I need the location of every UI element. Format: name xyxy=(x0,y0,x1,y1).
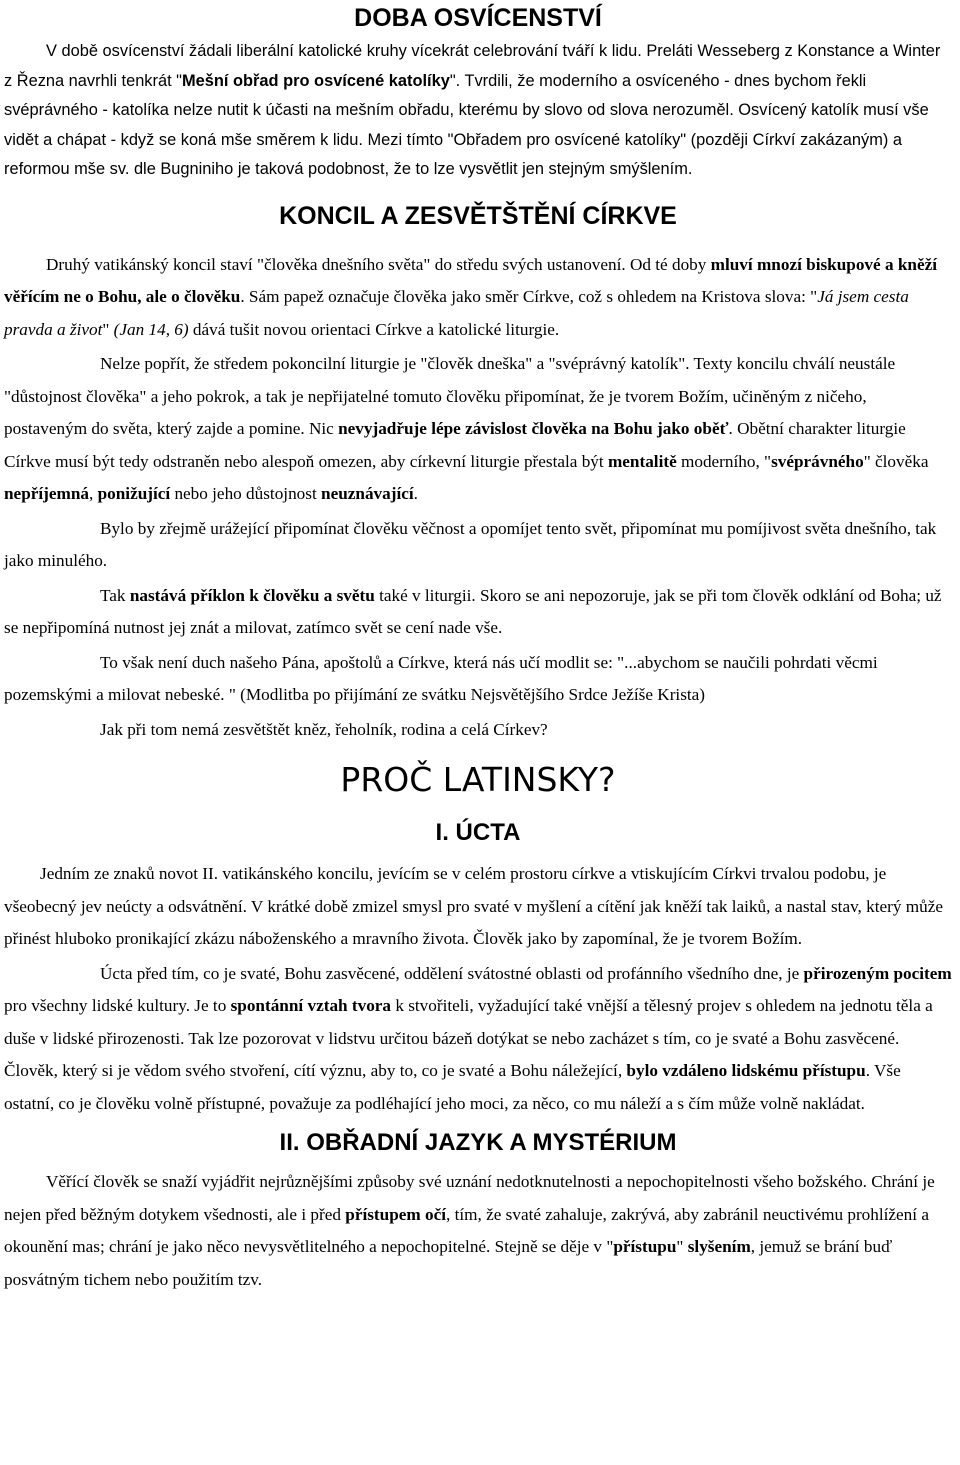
section-title-doba: DOBA OSVÍCENSTVÍ xyxy=(354,4,602,32)
paragraph-jazyk-1: Věřící člověk se snaží vyjádřit nejrůznějšími způsoby své uznání nedotknutelnosti a nepochopitelnosti všeho božského. Chrání je nejen před běžným dotykem všednosti, ale i před přístupem očí, tím, že svaté zahaluje, zakrývá, aby zabránil neuctivému prohlížení a okounění mas; chrání je jako něco nevysvětlitelného a nepochopitelné. Stejně se děje v "přístupu" slyšením, jemuž se brání buď posvátným tichem nebo použitím tzv. xyxy=(4,1172,935,1289)
paragraph-ucta-2: Úcta před tím, co je svaté, Bohu zasvěcené, oddělení svátostné oblasti od profánního všedního dne, je přirozeným pocitem pro všechny lidské kultury. Je to spontánní vztah tvora k stvořiteli, vyžadující také vnější a tělesný projev s ohledem na jednotu těla a duše v lidské přirozenosti. Tak lze pozorovat v lidstvu určitou bázeň dotýkat se nebo zacházet s tím, co je svaté a Bohu zasvěcené. Člověk, který si je vědom svého stvoření, cítí význu, aby to, co je svaté a Bohu náležející, bylo vzdáleno lidskému přístupu. Vše ostatní, co je člověku volně přístupné, považuje za podléhající jeho moci, za něco, co mu náleží a s čím může volně nakládat. xyxy=(4,963,952,1113)
paragraph-koncil-4: Tak nastává příklon k člověku a světu také v liturgii. Skoro se ani nepozoruje, jak se při tom člověk odklání od Boha; už se nepřipomíná nutnost jej znát a milovat, zatímco svět se cení nade vše. xyxy=(4,585,942,637)
section-title-koncil: KONCIL A ZESVĚTŠTĚNÍ CÍRKVE xyxy=(279,201,677,230)
paragraph-koncil-3: Bylo by zřejmě urážející připomínat člověku věčnost a opomíjet tento svět, připomínat mu pomíjivost světa dnešního, tak jako minulého. xyxy=(4,518,937,570)
section-title-jazyk: II. OBŘADNÍ JAZYK A MYSTÉRIUM xyxy=(279,1129,677,1156)
paragraph-ucta-1: Jedním ze znaků novot II. vatikánského koncilu, jevícím se v celém prostoru církve a vtiskujícím Církvi trvalou podobu, je všeobecný jev neúcty a odsvátnění. V krátké době zmizel smysl pro svaté v myšlení a cítění jak kněží tak laiků, a nastal stav, který může přinést hluboko pronikající zkázu náboženského a mravního života. Člověk jako by zapomínal, že je tvorem Božím. xyxy=(4,864,943,948)
section-title-proc-latinsky: PROČ LATINSKY? xyxy=(340,760,616,799)
paragraph-koncil-5: To však není duch našeho Pána, apoštolů a Církve, která nás učí modlit se: "...abychom se naučili pohrdati věcmi pozemskými a milovat nebeské. " (Modlitba po přijímání ze svátku Nejsvětějšího Srdce Ježíše Krista) xyxy=(4,652,878,704)
paragraph-koncil-2: Nelze popřít, že středem pokoncilní liturgie je "člověk dneška" a "svéprávný katolík". Texty koncilu chválí neustále "důstojnost člověka" a jeho pokrok, a tak je nepřijatelné tomuto člověku připomínat, že je tvorem Božím, učiněným z ničeho, postaveným do světa, který zajde a pomine. Nic nevyjadřuje lépe závislost člověka na Bohu jako oběť. Obětní charakter liturgie Církve musí být tedy odstraněn nebo alespoň omezen, aby církevní liturgie přestala být mentalitě moderního, "svéprávného" člověka nepříjemná, ponižující nebo jeho důstojnost neuznávající. xyxy=(4,354,929,503)
section-title-ucta: I. ÚCTA xyxy=(435,819,521,846)
document-page xyxy=(4,0,952,1296)
paragraph-koncil-6: Jak při tom nemá zesvětštět kněz, řeholník, rodina a celá Církev? xyxy=(100,719,548,739)
paragraph-koncil-1: Druhý vatikánský koncil staví "člověka dnešního světa" do středu svých ustanovení. Od té doby mluví mnozí biskupové a kněží věřícím ne o Bohu, ale o člověku. Sám papež označuje člověka jako směr Církve, což s ohledem na Kristova slova: "Já jsem cesta pravda a život" (Jan 14, 6) dává tušit novou orientaci Církve a katolické liturgie. xyxy=(4,254,937,339)
paragraph-doba-1: V době osvícenství žádali liberální katolické kruhy vícekrát celebrování tváří k lidu. Preláti Wesseberg z Konstance a Winter z Řezna navrhli tenkrát "Mešní obřad pro osvícené katolíky". Tvrdili, že moderního a osvíceného - dnes bychom řekli svéprávného - katolíka nelze nutit k účasti na mešním obřadu, kterému by slovo od slova nerozuměl. Osvícený katolík musí vše vidět a chápat - když se koná mše směrem k lidu. Mezi tímto "Obřadem pro osvícené katolíky" (později Církví zakázaným) a reformou mše sv. dle Bugniniho je taková podobnost, že to lze vysvětlit jen stejným smýšlením. xyxy=(4,42,941,178)
